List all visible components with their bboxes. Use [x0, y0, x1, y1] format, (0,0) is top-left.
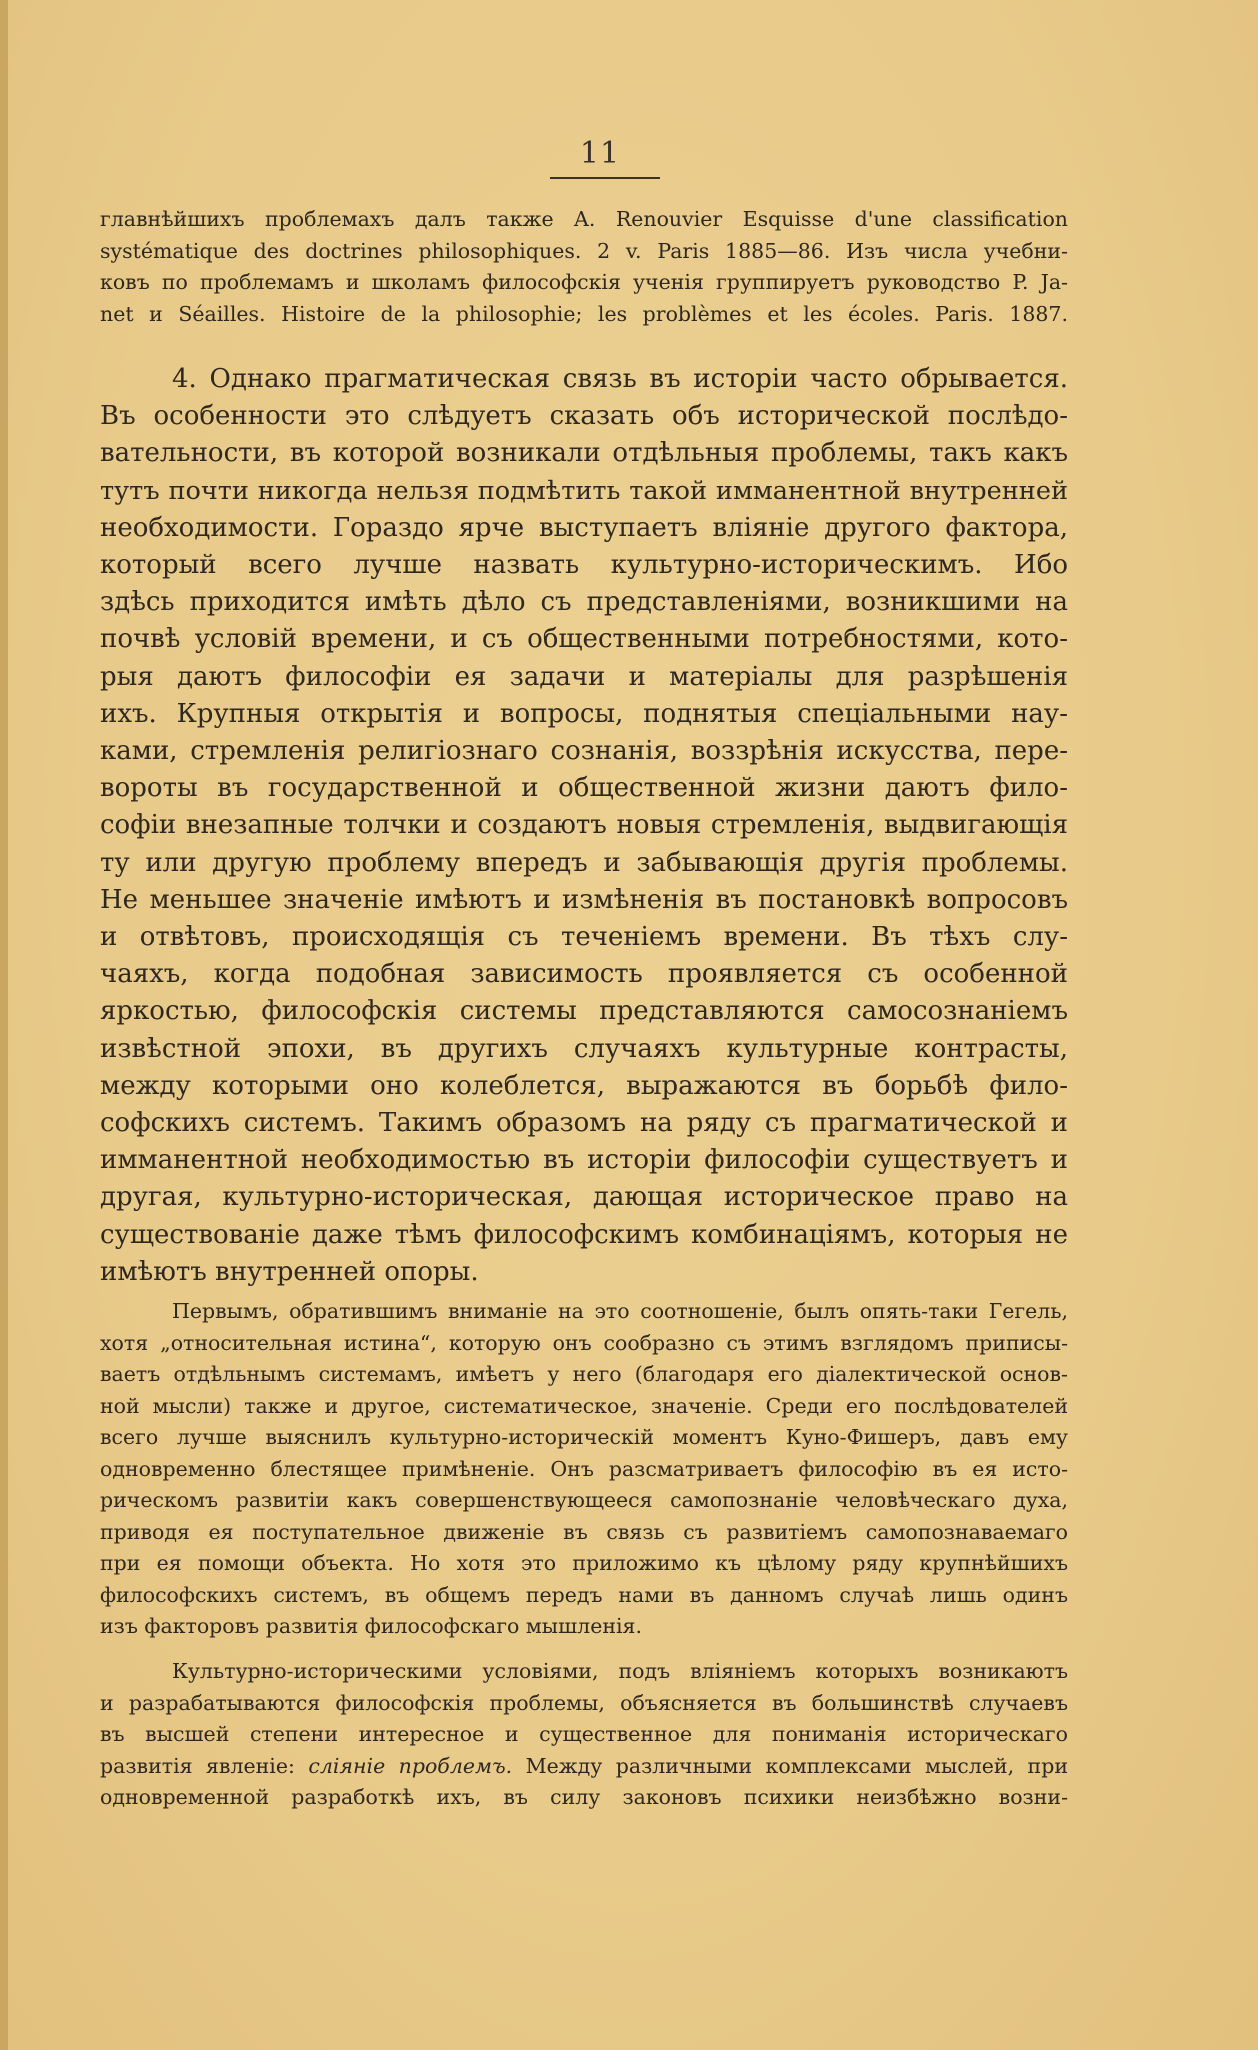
text-line: яркостью, философскія системы представляются самосознаніемъ	[100, 996, 1068, 1027]
text-line: Не меньшее значеніе имѣютъ и измѣненія въ постановкѣ вопросовъ	[100, 884, 1068, 915]
text-line: софіи внезапные толчки и создаютъ новыя стремленія, выдвигающія	[100, 810, 1068, 841]
text-line: существованіе даже тѣмъ философскимъ комбинаціямъ, которыя не	[100, 1219, 1068, 1250]
text-line: ту или другую проблему впередъ и забывающія другія проблемы.	[100, 847, 1068, 878]
text-line: ной мысли) также и другое, систематическое, значеніе. Среди его послѣдователей	[100, 1393, 1068, 1418]
page-number-rule	[550, 177, 660, 179]
text-line: systématique des doctrines philosophiques. 2 v. Paris 1885—86. Изъ числа учебни-	[100, 238, 1068, 263]
footnote-hegel	[100, 1296, 1068, 1643]
text-line: вательности, въ которой возникали отдѣльныя проблемы, такъ какъ	[100, 438, 1068, 469]
text-line: имманентной необходимостью въ исторіи философіи существуетъ и	[100, 1145, 1068, 1176]
text-line: рическомъ развитіи какъ совершенствующееся самопознаніе человѣческаго духа,	[100, 1488, 1068, 1512]
emphasis-term: сліяніе проблемъ.	[308, 1753, 513, 1778]
text-line: net и Séailles. Histoire de la philosophie; les problèmes et les écoles. Paris. 1887.	[100, 301, 1068, 326]
page-number: 11	[579, 136, 621, 171]
text-line: ихъ. Крупныя открытія и вопросы, поднятыя спеціальными нау-	[100, 698, 1068, 729]
text-line: необходимости. Гораздо ярче выступаетъ вліяніе другого фактора,	[100, 512, 1068, 543]
footnote-cultural	[100, 1656, 1068, 1814]
page-edge	[0, 0, 8, 2050]
text-line-with-emphasis	[100, 1751, 1068, 1783]
text-line: и отвѣтовъ, происходящія съ теченіемъ времени. Въ тѣхъ слу-	[100, 922, 1068, 953]
text-line: между которыми оно колеблется, выражаются въ борьбѣ фило-	[100, 1070, 1068, 1101]
text-line: извѣстной эпохи, въ другихъ случаяхъ культурные контрасты,	[100, 1033, 1068, 1064]
text-line: философскихъ системъ, въ общемъ передъ нами въ данномъ случаѣ лишь одинъ	[100, 1582, 1068, 1607]
text-line: рыя даютъ философіи ея задачи и матеріалы для разрѣшенія	[100, 661, 1068, 692]
text-line: ковъ по проблемамъ и школамъ философскія ученія группируетъ руководство P. Ja-	[100, 270, 1068, 294]
text-line: и разрабатываются философскія проблемы, объясняется въ большинствѣ случаевъ	[100, 1690, 1068, 1715]
text-line: при ея помощи объекта. Но хотя это приложимо къ цѣлому ряду крупнѣйшихъ	[100, 1551, 1068, 1575]
text-line: въ высшей степени интересное и существенное для пониманія историческаго	[100, 1722, 1068, 1746]
text-fragment: развитія явленіе:	[100, 1753, 309, 1778]
text-line: чаяхъ, когда подобная зависимость проявляется съ особенной	[100, 959, 1068, 990]
text-line: одновременной разработкѣ ихъ, въ силу законовъ психики неизбѣжно возни-	[100, 1785, 1068, 1809]
text-line: вороты въ государственной и общественной жизни даютъ фило-	[100, 773, 1068, 804]
text-line: Первымъ, обратившимъ вниманіе на это соотношеніе, былъ опять-таки Гегель,	[172, 1299, 1068, 1323]
text-line: Въ особенности это слѣдуетъ сказать объ исторической послѣдо-	[100, 401, 1068, 432]
text-fragment: Между различными комплексами мыслей, при	[512, 1753, 1068, 1778]
text-line: который всего лучше назвать культурно-историческимъ. Ибо	[100, 550, 1068, 581]
text-line: здѣсь приходится имѣть дѣло съ представленіями, возникшими на	[100, 587, 1068, 618]
text-line: другая, культурно-историческая, дающая историческое право на	[100, 1182, 1068, 1213]
text-line: приводя ея поступательное движеніе въ связь съ развитіемъ самопознаваемаго	[100, 1519, 1068, 1544]
text-line: всего лучше выяснилъ культурно-историческій моментъ Куно-Фишеръ, давъ ему	[100, 1425, 1068, 1449]
text-line: хотя „относительная истина“, которую онъ сообразно съ этимъ взглядомъ приписы-	[100, 1330, 1068, 1355]
text-line: Культурно-историческими условіями, подъ вліяніемъ которыхъ возникаютъ	[172, 1659, 1068, 1683]
text-line: ками, стремленія религіознаго сознанія, воззрѣнія искусства, пере-	[100, 736, 1068, 767]
text-line: 4. Однако прагматическая связь въ исторіи часто обрывается.	[172, 364, 1068, 394]
main-paragraph	[100, 361, 1068, 1291]
text-line: тутъ почти никогда нельзя подмѣтить такой имманентной внутренней	[100, 475, 1068, 506]
text-line: софскихъ системъ. Такимъ образомъ на ряду съ прагматической и	[100, 1108, 1068, 1139]
text-line: главнѣйшихъ проблемахъ далъ также A. Renouvier Esquisse d'une classification	[100, 207, 1068, 231]
text-line: почвѣ условій времени, и съ общественными потребностями, кото-	[100, 624, 1068, 655]
text-line: имѣютъ внутренней опоры.	[100, 1256, 479, 1287]
footnote-top	[100, 204, 1068, 330]
text-line: одновременно блестящее примѣненіе. Онъ разсматриваетъ философію въ ея исто-	[100, 1456, 1068, 1481]
text-line: ваетъ отдѣльнымъ системамъ, имѣетъ у него (благодаря его діалектической основ-	[100, 1362, 1068, 1386]
text-line: изъ факторовъ развитія философскаго мышленія.	[100, 1614, 643, 1638]
